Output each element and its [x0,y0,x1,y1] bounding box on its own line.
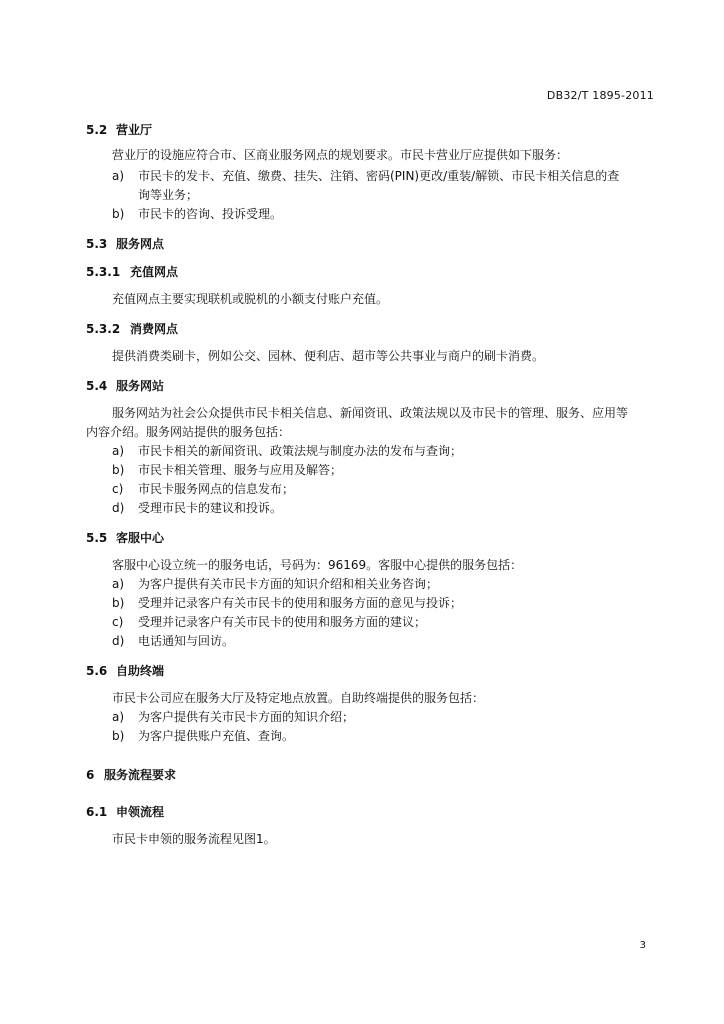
list-label: b) [112,596,125,610]
heading-5-3 [86,235,164,252]
list-item [112,632,234,649]
list-text: 市民卡相关的新闻资讯、政策法规与制度办法的发布与查询； [138,444,463,458]
list-text: 受理并记录客户有关市民卡的使用和服务方面的意见与投诉； [138,596,463,610]
section-number: 5.5 [86,531,108,545]
section-number: 6 [86,768,95,782]
list-item [112,205,282,222]
section-title: 服务网点 [116,237,165,251]
list-item [112,442,462,459]
list-item [112,575,438,592]
list-label: b) [112,463,125,477]
list-label: d) [112,501,125,515]
standard-number: DB32/T 1895-2011 [546,89,654,102]
section-number: 6.1 [86,805,108,819]
list-text: 电话通知与回访。 [138,634,235,648]
section-title: 客服中心 [116,531,165,545]
paragraph: 市民卡申领的服务流程见图1。 [112,832,276,846]
list-item [112,461,342,478]
heading-6-1 [86,803,164,820]
heading-5-3-2 [86,320,178,337]
section-number: 5.2 [86,123,108,137]
section-title: 营业厅 [116,123,153,137]
list-text: 为客户提供有关市民卡方面的知识介绍； [138,710,355,724]
section-title: 服务网站 [116,379,165,393]
list-item [112,613,426,630]
heading-6 [86,766,176,783]
heading-5-4 [86,377,164,394]
list-label: d) [112,634,125,648]
list-item [112,727,294,744]
page-number: 3 [639,940,646,951]
list-item [112,167,619,184]
paragraph: 客服中心设立统一的服务电话，号码为：96169。客服中心提供的服务包括： [112,558,523,572]
section-title: 消费网点 [130,322,179,336]
list-text: 为客户提供有关市民卡方面的知识介绍和相关业务咨询； [138,577,439,591]
list-label: c) [112,615,124,629]
section-title: 申领流程 [116,805,165,819]
list-label: a) [112,444,125,458]
list-text: 为客户提供账户充值、查询。 [138,729,295,743]
list-text: 市民卡的咨询、投诉受理。 [138,207,283,221]
section-number: 5.4 [86,379,108,393]
heading-5-3-1 [86,263,178,280]
section-number: 5.3 [86,237,108,251]
list-text: 市民卡的发卡、充值、缴费、挂失、注销、密码(PIN)更改/重装/解锁、市民卡相关信息的查 [138,169,620,183]
list-item [112,594,462,611]
list-item [112,499,282,516]
paragraph: 服务网站为社会公众提供市民卡相关信息、新闻资讯、政策法规以及市民卡的管理、服务、应用等 [112,406,629,420]
list-text: 受理并记录客户有关市民卡的使用和服务方面的建议； [138,615,427,629]
paragraph: 提供消费类刷卡，例如公交、园林、便利店、超市等公共事业与商户的刷卡消费。 [112,349,545,363]
section-number: 5.6 [86,664,108,678]
list-label: a) [112,710,125,724]
list-text: 市民卡相关管理、服务与应用及解答； [138,463,343,477]
paragraph: 充值网点主要实现联机或脱机的小额支付账户充值。 [112,292,389,306]
section-number: 5.3.2 [86,322,121,336]
paragraph: 市民卡公司应在服务大厅及特定地点放置。自助终端提供的服务包括： [112,691,485,705]
list-text: 市民卡服务网点的信息发布； [138,482,295,496]
paragraph-continuation: 内容介绍。服务网站提供的服务包括： [86,425,291,439]
section-title: 服务流程要求 [104,768,177,782]
section-number: 5.3.1 [86,265,121,279]
list-item-continuation: 询等业务； [138,188,199,202]
heading-5-6 [86,662,164,679]
list-label: c) [112,482,124,496]
list-item [112,708,354,725]
section-title: 充值网点 [130,265,179,279]
list-text: 受理市民卡的建议和投诉。 [138,501,283,515]
paragraph: 营业厅的设施应符合市、区商业服务网点的规划要求。市民卡营业厅应提供如下服务： [112,148,569,162]
list-label: b) [112,207,125,221]
heading-5-2 [86,121,152,138]
section-title: 自助终端 [116,664,165,678]
list-label: a) [112,169,125,183]
list-item [112,480,294,497]
heading-5-5 [86,529,164,546]
list-label: b) [112,729,125,743]
list-label: a) [112,577,125,591]
